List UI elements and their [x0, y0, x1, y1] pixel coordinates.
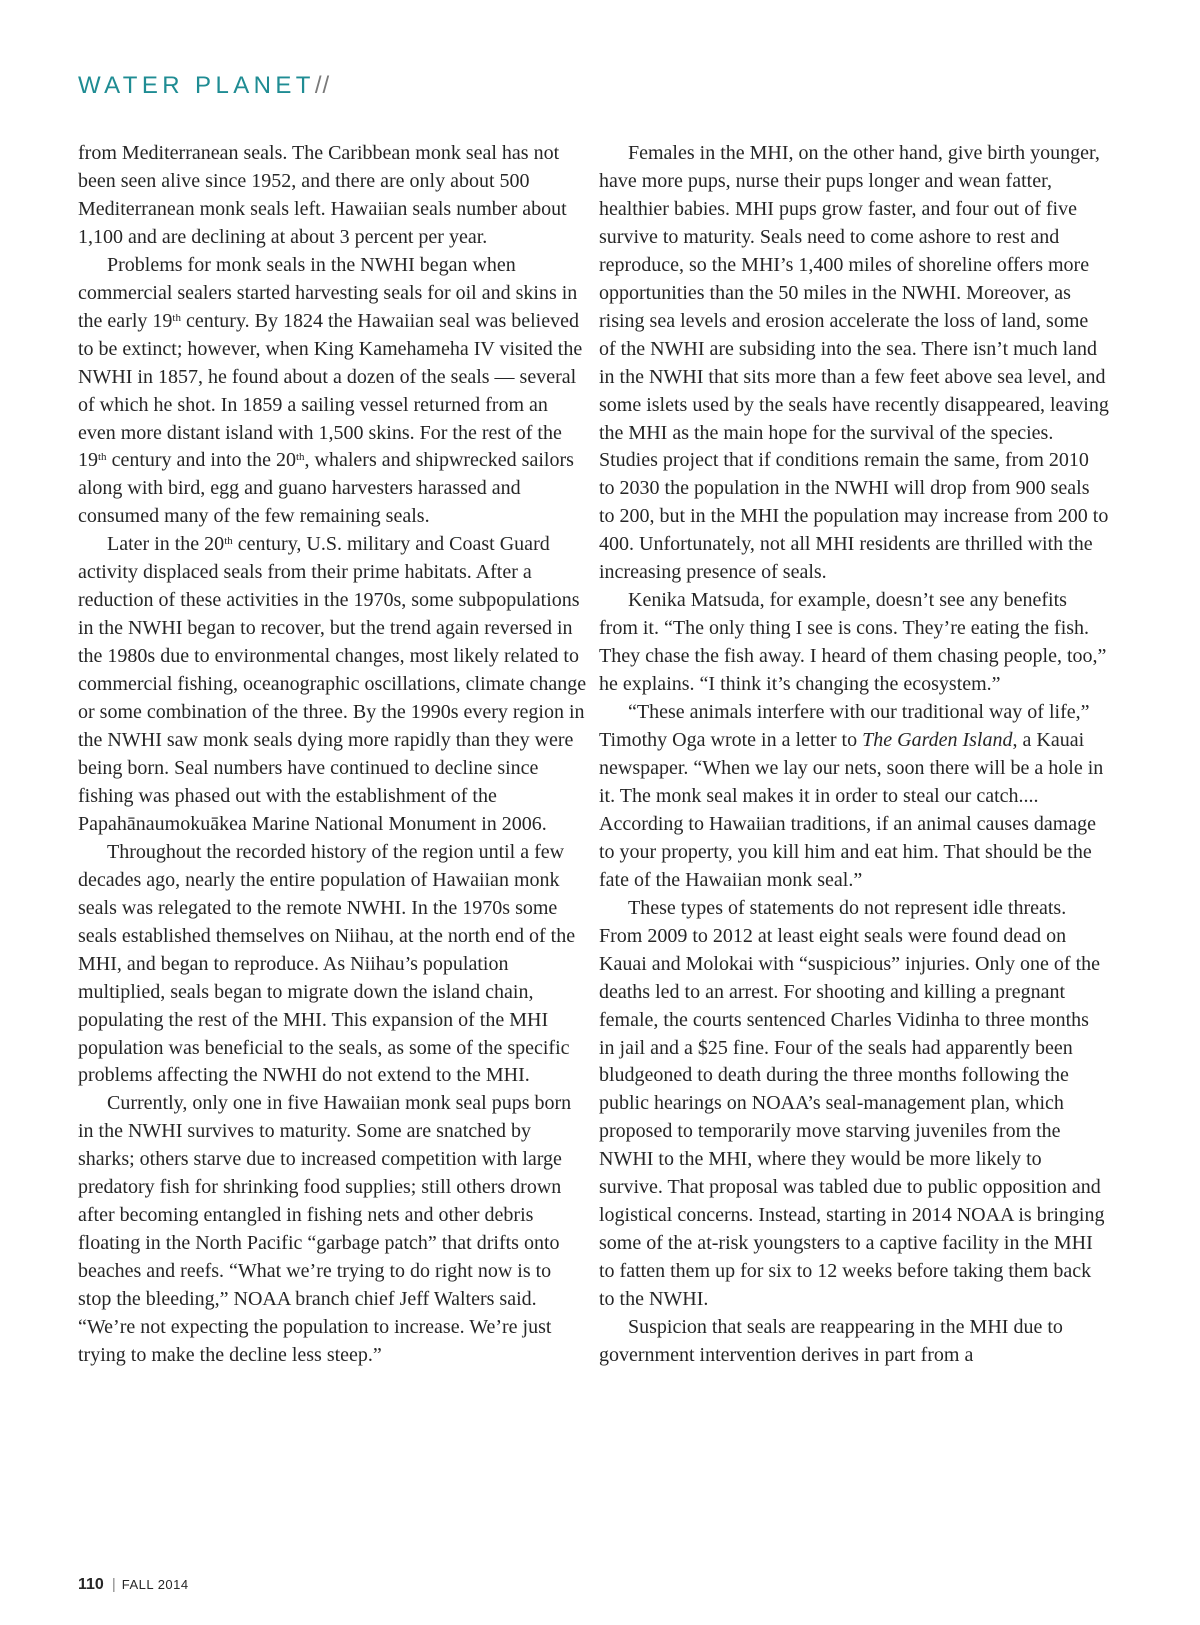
section-title: WATER PLANET	[78, 72, 315, 99]
paragraph: Females in the MHI, on the other hand, give birth younger, have more pups, nurse their pups longer and wean fatter, healthier babies. MHI pups grow faster, and four out of five survive to maturity. Seals need to come ashore to rest and reproduce, so the MHI’s 1,400 miles of shoreline offers more opportunities than the 50 miles in the NWHI. Moreover, as rising sea levels and erosion accelerate the loss of land, some of the NWHI are subsiding into the sea. There isn’t much land in the NWHI that sits more than a few feet above sea level, and some islets used by the seals have recently disappeared, leaving the MHI as the main hope for the survival of the species. Studies project that if conditions remain the same, from 2010 to 2030 the population in the NWHI will drop from 900 seals to 200, but in the MHI the population may increase from 200 to 400. Unfortunately, not all MHI residents are thrilled with the increasing presence of seals.	[599, 142, 1109, 584]
paragraph: Throughout the recorded history of the region until a few decades ago, nearly the entire population of Hawaiian monk seals was relegated to the remote NWHI. In the 1970s some seals established themselves on Niihau, at the north end of the MHI, and began to reproduce. As Niihau’s population multiplied, seals began to migrate down the island chain, populating the rest of the MHI. This expansion of the MHI population was beneficial to the seals, as some of the specific problems affecting the NWHI do not extend to the MHI.	[78, 840, 576, 1087]
section-slashes: //	[314, 72, 331, 99]
paragraph: Later in the 20th century, U.S. military and Coast Guard activity displaced seals from their prime habitats. After a reduction of these activities in the 1970s, some subpopulations in the NWHI began to recover, but the trend again reversed in the 1980s due to environmental changes, most likely related to commercial fishing, oceanographic oscillations, climate change or some combination of the three. By the 1990s every region in the NWHI saw monk seals dying more rapidly than they were being born. Seal numbers have continued to decline since fishing was phased out with the establishment of the Papahānaumokuākea Marine National Monument in 2006.	[78, 533, 587, 835]
section-header	[78, 72, 330, 100]
paragraph: Kenika Matsuda, for example, doesn’t see any benefits from it. “The only thing I see is cons. They’re eating the fish. They chase the fish away. I heard of them chasing people, too,” he explains. “I think it’s changing the ecosystem.”	[599, 589, 1107, 696]
paragraph: Problems for monk seals in the NWHI began when commercial sealers started harvesting seals for oil and skins in the early 19th century. By 1824 the Hawaiian seal was believed to be extinct; however, when King Kamehameha IV visited the NWHI in 1857, he found about a dozen of the seals — several of which he shot. In 1859 a sailing vessel returned from an even more distant island with 1,500 skins. For the rest of the 19th century and into the 20th, whalers and shipwrecked sailors along with bird, egg and guano harvesters harassed and consumed many of the few remaining seals.	[78, 253, 583, 528]
page-number: 110	[78, 1576, 104, 1593]
paragraph: from Mediterranean seals. The Caribbean monk seal has not been seen alive since 1952, and there are only about 500 Mediterranean monk seals left. Hawaiian seals number about 1,100 and are declining at about 3 percent per year.	[78, 142, 567, 248]
left-column	[78, 140, 588, 1370]
paragraph: These types of statements do not represent idle threats. From 2009 to 2012 at least eight seals were found dead on Kauai and Molokai with “suspicious” injuries. Only one of the deaths led to an arrest. For shooting and killing a pregnant female, the courts sentenced Charles Vidinha to three months in jail and a $25 fine. Four of the seals had apparently been bludgeoned to death during the three months following the public hearings on NOAA’s seal-management plan, which proposed to temporarily move starving juveniles from the NWHI to the MHI, where they would be more likely to survive. That proposal was tabled due to public opposition and logistical concerns. Instead, starting in 2014 NOAA is bringing some of the at-risk youngsters to a captive facility in the MHI to fatten them up for six to 12 weeks before taking them back to the NWHI.	[599, 896, 1105, 1311]
paragraph: “These animals interfere with our traditional way of life,” Timothy Oga wrote in a letter to The Garden Island, a Kauai newspaper. “When we lay our nets, soon there will be a hole in it. The monk seal makes it in order to steal our catch.... According to Hawaiian traditions, if an animal causes damage to your property, you kill him and eat him. That should be the fate of the Hawaiian monk seal.”	[599, 701, 1104, 891]
footer-separator: |	[111, 1576, 116, 1593]
right-column	[599, 140, 1109, 1370]
newspaper-title: The Garden Island	[862, 729, 1013, 752]
issue-date: FALL 2014	[121, 1577, 189, 1592]
paragraph: Suspicion that seals are reappearing in the MHI due to government intervention derives in part from a	[599, 1316, 1063, 1366]
paragraph: Currently, only one in five Hawaiian monk seal pups born in the NWHI survives to maturity. Some are snatched by sharks; others starve due to increased competition with large predatory fish for shrinking food supplies; still others drown after becoming entangled in fishing nets and other debris floating in the North Pacific “garbage patch” that drifts onto beaches and reefs. “What we’re trying to do right now is to stop the bleeding,” NOAA branch chief Jeff Walters said. “We’re not expecting the population to increase. We’re just trying to make the decline less steep.”	[78, 1092, 572, 1366]
page-footer	[78, 1576, 189, 1594]
